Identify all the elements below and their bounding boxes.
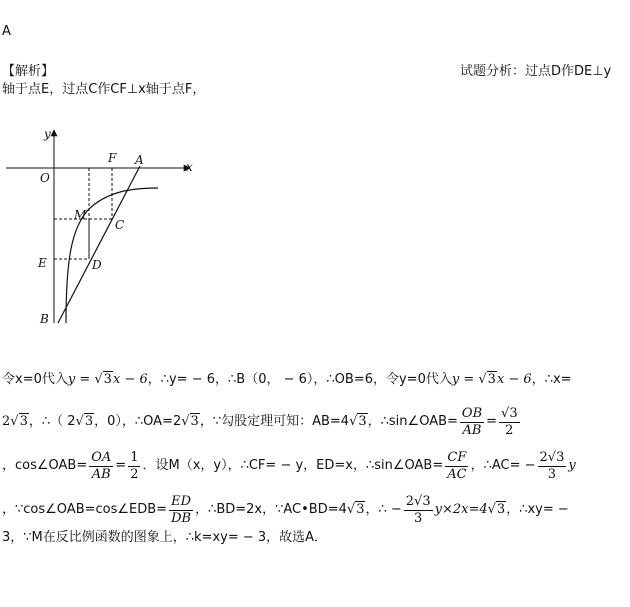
solution-line-3: ，cos∠OAB= $\frac{OA}{AB}$ = $\frac{1}{2}$ ．设M（x，y），∴CF= − y，ED=x，∴sin∠OAB= $\frac{CF}{AC}$ ，∴AC= − $\frac{2√3}{3}$ y [2,449,576,482]
label-d: D [92,258,102,272]
fraction-2root3-over-3-b: $\frac{2√3}{3}$ [405,493,431,526]
label-m: M [74,208,87,222]
label-e: E [38,256,47,270]
label-b: B [40,312,49,326]
analysis-heading: 【解析】 [2,64,55,79]
answer-letter: A [2,24,11,39]
label-a: A [135,153,144,167]
label-f: F [108,151,117,165]
label-c: C [115,218,125,232]
fraction-cf-ac: $\frac{CF}{AC}$ [447,449,467,482]
fraction-ob-ab: $\frac{OB}{AB}$ [461,405,483,438]
analysis-line-2: 轴于点E，过点C作CF⊥x轴于点F， [2,82,206,97]
solution-line-1: 令x=0代入y = √3x − 6，∴y= − 6，∴B（0， − 6），∴OB=6，令y=0代入y = √3x − 6，∴x= [2,372,572,387]
fraction-oa-ab: $\frac{OA}{AB}$ [91,449,112,482]
fraction-2root3-over-3: $\frac{2√3}{3}$ [539,449,565,482]
label-y: y [44,127,51,141]
solution-line-5: 3，∵M在反比例函数的图象上，∴k=xy= − 3，故选A． [2,530,328,545]
fraction-ed-db: $\frac{ED}{DB}$ [171,493,192,526]
solution-line-2: 2 √3 ，∴（ 2 √3 ，0），∴OA=2 √3 ，∵勾股定理可知：AB=4 √3 ，∴sin∠OAB= $\frac{OB}{AB}$ = $\frac{√3}{2}$ [2,405,518,438]
geometry-figure [0,118,200,338]
solution-line-4: ，∵cos∠OAB=cos∠EDB= $\frac{ED}{DB}$ ，∴BD=2x，∵AC•BD=4 √3 ，∴ − $\frac{2√3}{3}$ y×2x=4 √3 ，∴xy= − [2,493,569,526]
fraction-root3-over-2: $\frac{√3}{2}$ [501,405,518,438]
label-o: O [40,171,50,185]
line-ab [58,166,140,323]
fraction-1-over-2: $\frac{1}{2}$ [130,449,139,482]
analysis-intro: 试题分析：过点D作DE⊥y [460,64,612,79]
label-x: x [186,160,193,174]
